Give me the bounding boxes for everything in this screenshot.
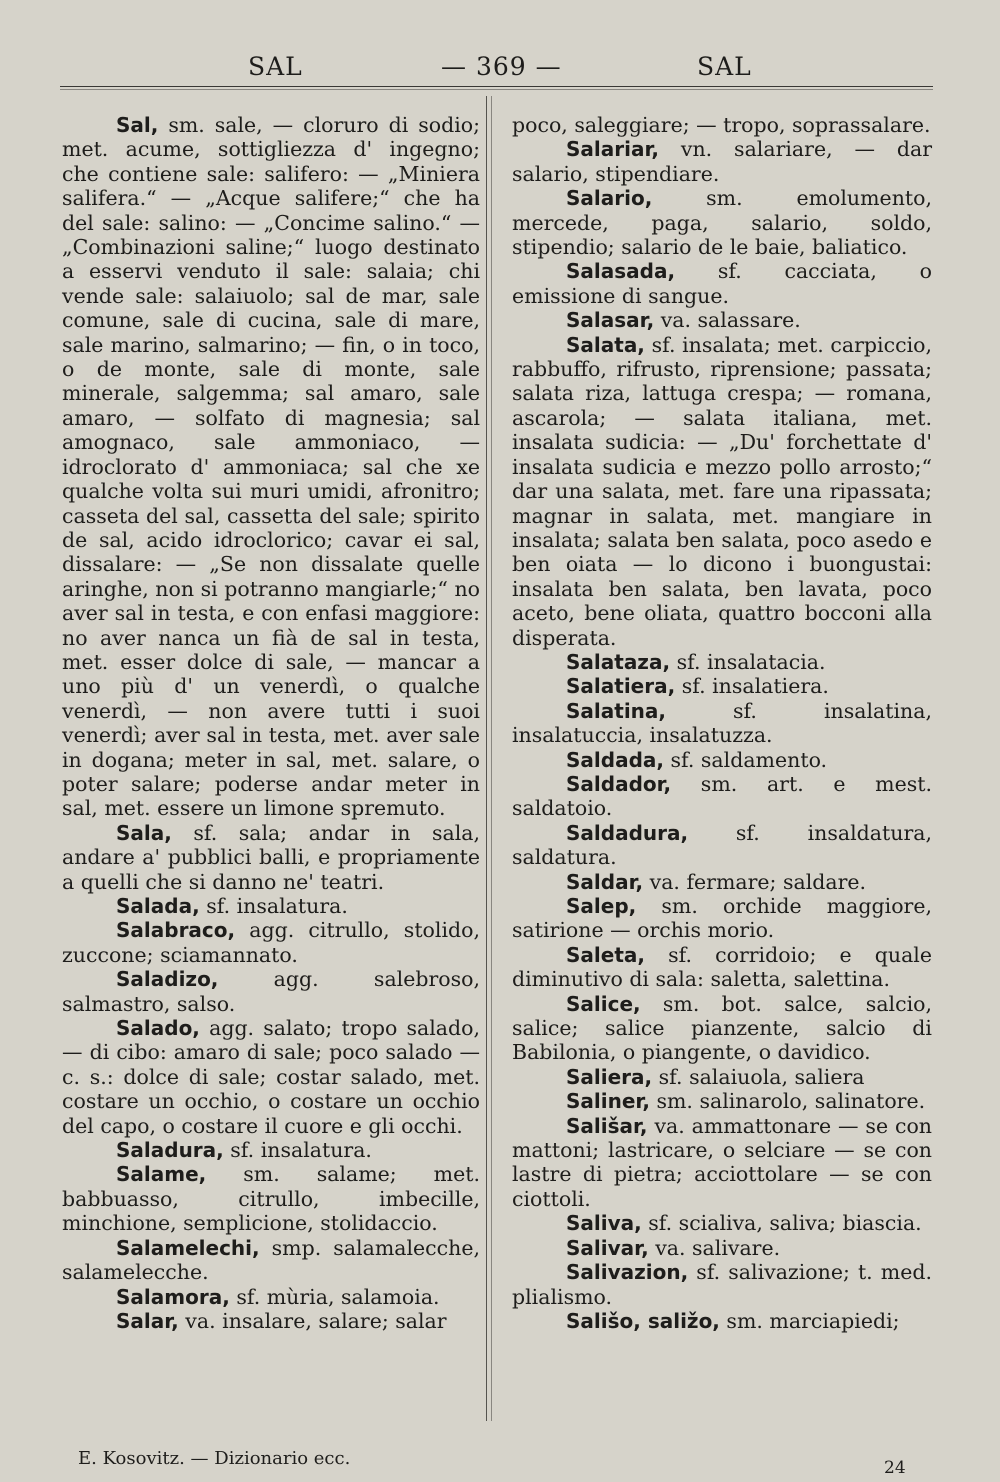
entry-definition: sf. insaldatura, saldatura. xyxy=(512,820,932,870)
dictionary-entry xyxy=(62,1309,480,1333)
dictionary-entry xyxy=(512,992,932,1065)
dictionary-entry xyxy=(62,1236,480,1285)
header-rule-secondary xyxy=(60,89,933,90)
dictionary-entry xyxy=(62,918,480,967)
entry-headword: Salata, xyxy=(566,332,645,357)
dictionary-entry xyxy=(62,1162,480,1235)
entry-definition: sm. bot. salce, salcio, salice; salice pianzente, salcio di Babilonia, o piangente, o davidico. xyxy=(512,991,932,1065)
entry-definition: vn. salariare, — dar salario, stipendiare. xyxy=(512,137,932,186)
dictionary-entry-continued xyxy=(512,113,932,137)
page-number-header: — 369 — xyxy=(441,52,562,81)
dictionary-entry xyxy=(512,772,932,821)
entry-definition: sf. salaiuola, saliera xyxy=(652,1064,865,1089)
footer-sheet-number: 24 xyxy=(884,1458,906,1478)
entry-definition: sf. insalatiera. xyxy=(675,674,829,699)
dictionary-entry xyxy=(512,821,932,870)
dictionary-entry xyxy=(512,699,932,748)
entry-definition: va. fermare; saldare. xyxy=(643,869,867,894)
entry-definition: sf. insalatina, insalatuccia, insalatuzza. xyxy=(512,698,932,748)
entry-definition: sm. sale, — cloruro di sodio; met. acume, sottigliezza d' ingegno; che contiene sale: salifero: — „Miniera salifera.“ — „Acque salifere;“ che ha del sale: salino: — „Concime salino.“ — „Combinazioni saline;“ luogo destinato a esservi venduto il sale: salaia; chi vende sale: salaiuolo; sal de mar, sale comune, sale di cucina, sale di mare, sale marino, salmarino; — fin, o in toco, o de monte, sale di monte, sale minerale, salgemma; sal amaro, sale amaro, — solfato di magnesia; sal amognaco, sale ammoniaco, — idroclorato d' ammoniaca; sal che xe qualche volta sui muri umidi, afronitro; casseta del sal, cassetta del sale; spirito de sal, acido idroclorico; cavar ei sal, dissalare: — „Se non dissalate quelle aringhe, non si potranno mangiarle;“ no aver sal in testa, e con enfasi maggiore: no aver nanca un fià de sal in testa, met. esser dolce di sale, — mancar a uno più d' un venerdì, o qualche venerdì, — non avere tutti i suoi venerdì; aver sal in testa, met. aver sale in dogana; meter in sal, met. salare, o poter salare; poderse andar meter in sal, met. essere un limone spremuto. xyxy=(62,113,480,821)
entry-definition: sf. corridoio; e quale diminutivo di sala: saletta, salettina. xyxy=(512,942,932,992)
dictionary-entry xyxy=(512,1114,932,1212)
entry-definition: sf. saldamento. xyxy=(663,747,828,772)
running-head-right: SAL xyxy=(697,52,752,81)
dictionary-entry xyxy=(62,1285,480,1309)
entry-definition: sf. insalatura. xyxy=(199,894,348,918)
entry-definition: va. salassare. xyxy=(654,308,801,333)
dictionary-entry xyxy=(512,1260,932,1309)
entry-headword: Salada, xyxy=(116,894,200,918)
entry-headword: Salabraco, xyxy=(116,918,236,943)
dictionary-entry xyxy=(512,1236,932,1260)
dictionary-entry xyxy=(512,1065,932,1089)
entry-definition: sf. insalatura. xyxy=(223,1138,372,1163)
entry-headword: Salice, xyxy=(566,991,641,1016)
dictionary-entry xyxy=(62,821,480,894)
entry-definition: sf. salivazione; t. med. plialismo. xyxy=(512,1260,932,1309)
entry-definition: sm. salame; met. babbuasso, citrullo, imbecille, minchione, semplicione, stolidaccio. xyxy=(62,1162,480,1236)
entry-headword: Salasar, xyxy=(566,308,655,333)
column-divider xyxy=(486,96,487,1421)
entry-definition: sf. sala; andar in sala, andare a' pubblici balli, e propriamente a quelli che si danno ne' teatri. xyxy=(62,820,480,894)
entry-headword: Saliner, xyxy=(566,1089,650,1114)
entry-headword: Saleta, xyxy=(566,942,645,967)
entry-headword: Salatina, xyxy=(566,698,666,723)
entry-definition: agg. salebroso, salmastro, salso. xyxy=(62,967,480,1016)
entry-headword: Saldador, xyxy=(566,771,672,796)
entry-headword: Salep, xyxy=(566,894,637,918)
entry-headword: Salado, xyxy=(116,1016,200,1041)
header-rule xyxy=(60,86,933,87)
entry-headword: Saldar, xyxy=(566,869,644,894)
dictionary-entry xyxy=(512,894,932,943)
entry-definition: sm. marciapiedi; xyxy=(719,1308,900,1333)
left-column xyxy=(62,113,480,1333)
footer-signature: E. Kosovitz. — Dizionario ecc. xyxy=(78,1448,351,1469)
entry-headword: Salivazion, xyxy=(566,1260,689,1285)
dictionary-entry xyxy=(512,259,932,308)
dictionary-entry xyxy=(512,186,932,259)
entry-definition: sf. cacciata, o emissione di sangue. xyxy=(512,259,932,308)
entry-headword: Salamelechi, xyxy=(116,1235,260,1260)
entry-definition: agg. salato; tropo salado, — di cibo: amaro di sale; poco salado — c. s.: dolce di sale; costar salado, met. costare un occhio, o costare un occhio del capo, o costare il cuore e gli occhi. xyxy=(62,1016,480,1138)
entry-headword: Salivar, xyxy=(566,1235,649,1260)
entry-headword: Saldadura, xyxy=(566,820,689,845)
entry-headword: Salatiera, xyxy=(566,674,676,699)
entry-definition: sm. salinarolo, salinatore. xyxy=(649,1089,926,1114)
entry-headword: Sal, xyxy=(116,113,159,137)
dictionary-entry xyxy=(512,870,932,894)
entry-headword: Saliera, xyxy=(566,1064,653,1089)
entry-headword: Salar, xyxy=(116,1308,179,1333)
dictionary-entry xyxy=(512,1211,932,1235)
entry-headword: Saladura, xyxy=(116,1138,224,1163)
dictionary-entry xyxy=(512,333,932,650)
entry-definition: sf. insalata; met. carpiccio, rabbuffo, rifrusto, riprensione; passata; salata riza, lattuga crespa; — romana, ascarola; — salata italiana, met. insalata sudicia: — „Du' forchettate d' insalata sudicia e mezzo pollo arrosto;“ dar una salata, met. fare una ripassata; magnar in salata, met. mangiare in insalata; salata ben salata, poco asedo e ben oiata — lo dicono i buongustai: insalata ben salata, ben lavata, poco aceto, bene oliata, quattro bocconi alla disperata. xyxy=(512,332,932,650)
dictionary-entry xyxy=(62,967,480,1016)
entry-headword: Saldada, xyxy=(566,747,664,772)
entry-headword: Salario, xyxy=(566,186,653,211)
entry-definition: poco, saleggiare; — tropo, soprassalare. xyxy=(512,113,931,137)
entry-headword: Salame, xyxy=(116,1162,207,1187)
entry-headword: Salasada, xyxy=(566,259,676,284)
entry-headword: Saliva, xyxy=(566,1211,642,1236)
running-head-left: SAL xyxy=(248,52,303,81)
column-divider-secondary xyxy=(491,96,492,1421)
dictionary-entry xyxy=(62,1138,480,1162)
dictionary-entry xyxy=(512,1089,932,1113)
entry-definition: sm. emolumento, mercede, paga, salario, soldo, stipendio; salario de le baie, baliatico. xyxy=(512,186,932,260)
entry-headword: Salariar, xyxy=(566,137,659,162)
entry-headword: Sališo, saližo, xyxy=(566,1308,720,1333)
entry-headword: Salamora, xyxy=(116,1284,230,1309)
entry-definition: sf. scialiva, saliva; biascia. xyxy=(641,1211,922,1236)
dictionary-entry xyxy=(62,113,480,821)
dictionary-entry xyxy=(62,1016,480,1138)
dictionary-entry xyxy=(512,1309,932,1333)
entry-definition: sf. mùria, salamoia. xyxy=(229,1284,440,1309)
entry-definition: sm. orchide maggiore, satirione — orchis morio. xyxy=(512,894,932,943)
right-column xyxy=(512,113,932,1333)
entry-definition: smp. salamalecche, salamelecche. xyxy=(62,1235,480,1285)
dictionary-entry xyxy=(512,650,932,674)
dictionary-entry xyxy=(512,943,932,992)
entry-definition: agg. citrullo, stolido, zuccone; sciamannato. xyxy=(62,918,480,967)
entry-definition: va. insalare, salare; salar xyxy=(178,1308,447,1333)
entry-headword: Salataza, xyxy=(566,649,671,674)
entry-headword: Saladizo, xyxy=(116,967,219,992)
dictionary-entry xyxy=(512,674,932,698)
entry-definition: sf. insalatacia. xyxy=(670,649,826,674)
dictionary-entry xyxy=(62,894,480,918)
dictionary-entry xyxy=(512,137,932,186)
entry-definition: sm. art. e mest. saldatoio. xyxy=(512,771,932,821)
entry-definition: va. ammattonare — se con mattoni; lastricare, o selciare — se con lastre di pietra; acciottolare — se con ciottoli. xyxy=(512,1113,932,1211)
entry-headword: Sala, xyxy=(116,820,172,845)
entry-headword: Sališar, xyxy=(566,1113,648,1138)
entry-definition: va. salivare. xyxy=(648,1235,781,1260)
dictionary-entry xyxy=(512,748,932,772)
dictionary-entry xyxy=(512,308,932,332)
